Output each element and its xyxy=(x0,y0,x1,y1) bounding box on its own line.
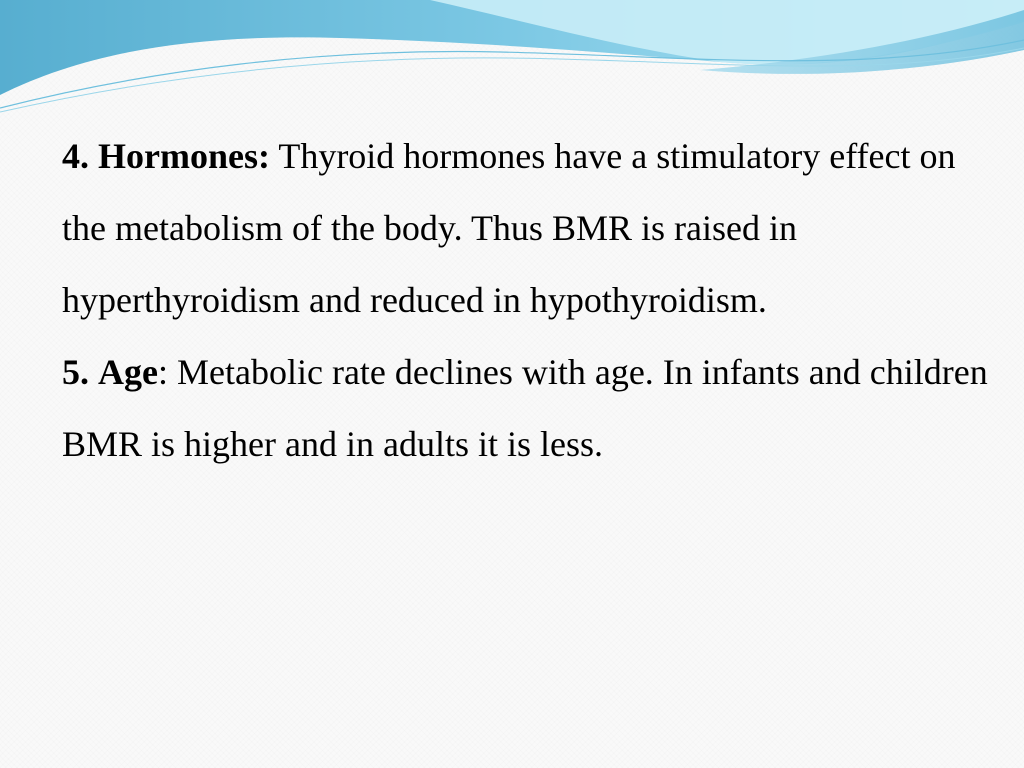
header-wave-decoration xyxy=(0,0,1024,120)
heading-separator: : xyxy=(157,352,168,392)
item-number: 5. xyxy=(62,352,89,392)
item-text-age: Metabolic rate declines with age. In infants and children BMR is higher and in adults it is less. xyxy=(62,352,988,464)
item-text-hormones: Thyroid hormones have a stimulatory effect on the metabolism of the body. Thus BMR is raised in hyperthyroidism and reduced in hypothyroidism. xyxy=(62,136,956,320)
item-number: 4. xyxy=(62,136,89,176)
slide-content xyxy=(62,120,1002,480)
age-paragraph xyxy=(62,336,1002,480)
item-heading-hormones: Hormones: xyxy=(98,136,270,176)
hormones-paragraph xyxy=(62,120,1002,336)
item-heading-age: Age xyxy=(98,352,158,392)
